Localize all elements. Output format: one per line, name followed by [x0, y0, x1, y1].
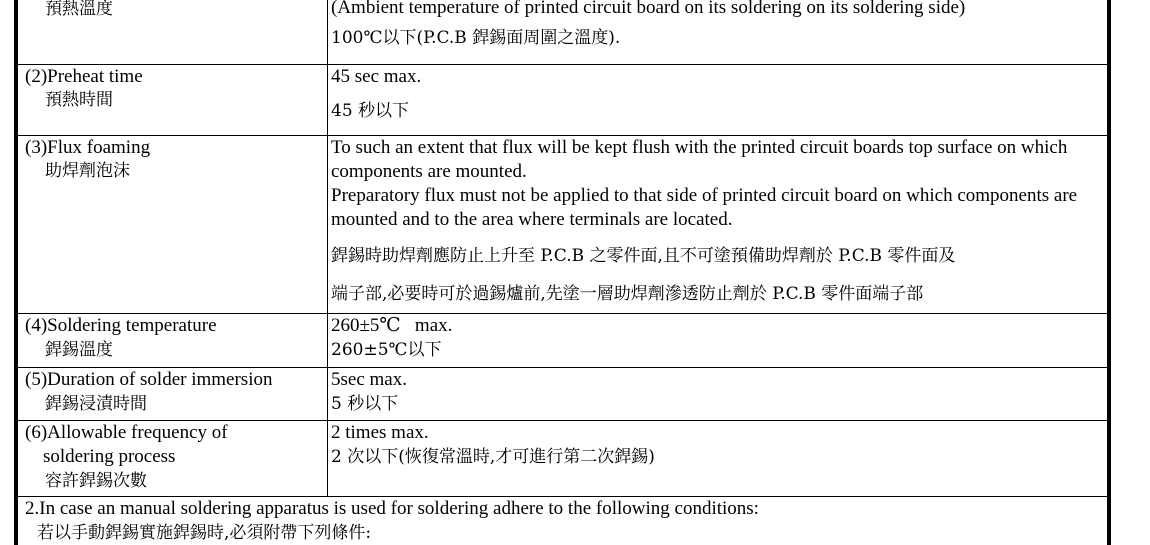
- value-en: (Ambient temperature of printed circuit board on its soldering on its soldering side): [331, 0, 1107, 20]
- label-en-1: (6)Allowable frequency of: [25, 421, 327, 445]
- label-zh: 助焊劑泡沫: [25, 160, 327, 182]
- table-row-flux-foaming: [18, 136, 1108, 314]
- table-row-soldering-temperature: [18, 314, 1108, 368]
- label-zh: 容許銲錫次數: [25, 469, 327, 493]
- label-cell: [18, 314, 328, 368]
- value-cell: [328, 0, 1108, 65]
- label-zh: 銲錫浸漬時間: [25, 392, 327, 416]
- value-en-1: To such an extent that flux will be kept flush with the printed circuit boards top surface on which components are mounted.: [331, 136, 1107, 184]
- value-zh: 2 次以下(恢復常溫時,才可進行第二次銲錫): [331, 445, 1107, 469]
- soldering-conditions-table: [17, 0, 1108, 545]
- value-zh: 100℃以下(P.C.B 銲錫面周圍之溫度).: [331, 26, 1107, 50]
- value-en: 5sec max.: [331, 368, 1107, 392]
- table-row-preheat-time: [18, 65, 1108, 136]
- specification-document: [14, 0, 1111, 545]
- label-en-2: soldering process: [25, 445, 327, 469]
- table-row-preheat-temperature: [18, 0, 1108, 65]
- label-cell: [18, 0, 328, 65]
- label-en: (3)Flux foaming: [25, 136, 327, 160]
- label-cell: [18, 136, 328, 314]
- label-cell: [18, 368, 328, 421]
- label-en: (4)Soldering temperature: [25, 314, 327, 338]
- label-cell: [18, 421, 328, 497]
- value-zh: 45 秒以下: [331, 99, 1107, 123]
- value-cell: [328, 314, 1108, 368]
- label-zh: 預熱時間: [25, 89, 327, 111]
- value-zh: 5 秒以下: [331, 392, 1107, 416]
- table-row-duration-immersion: [18, 368, 1108, 421]
- value-zh: 260±5℃以下: [331, 338, 1107, 362]
- label-en: (2)Preheat time: [25, 65, 327, 89]
- table-row-allowable-frequency: [18, 421, 1108, 497]
- value-en: 45 sec max.: [331, 65, 1107, 89]
- label-zh: 銲錫溫度: [25, 338, 327, 362]
- value-cell: [328, 421, 1108, 497]
- value-en: 260±5℃ max.: [331, 314, 1107, 338]
- footer-cell: [18, 497, 1108, 545]
- value-en-2: Preparatory flux must not be applied to that side of printed circuit board on which components are mounted and to the area where terminals are located.: [331, 184, 1107, 232]
- footer-zh: 若以手動銲錫實施銲錫時,必須附帶下列條件:: [25, 521, 1107, 545]
- section-manual-soldering: [18, 497, 1108, 545]
- value-zh-2: 端子部,必要時可於過錫爐前,先塗一層助焊劑滲透防止劑於 P.C.B 零件面端子部: [331, 282, 1107, 306]
- value-cell: [328, 136, 1108, 314]
- footer-en: 2.In case an manual soldering apparatus is used for soldering adhere to the following conditions:: [25, 497, 1107, 521]
- label-cell: [18, 65, 328, 136]
- value-zh-1: 銲錫時助焊劑應防止上升至 P.C.B 之零件面,且不可塗預備助焊劑於 P.C.B 零件面及: [331, 244, 1107, 268]
- value-cell: [328, 368, 1108, 421]
- label-zh: 預熱溫度: [25, 0, 327, 22]
- label-en: (5)Duration of solder immersion: [25, 368, 327, 392]
- value-cell: [328, 65, 1108, 136]
- value-en: 2 times max.: [331, 421, 1107, 445]
